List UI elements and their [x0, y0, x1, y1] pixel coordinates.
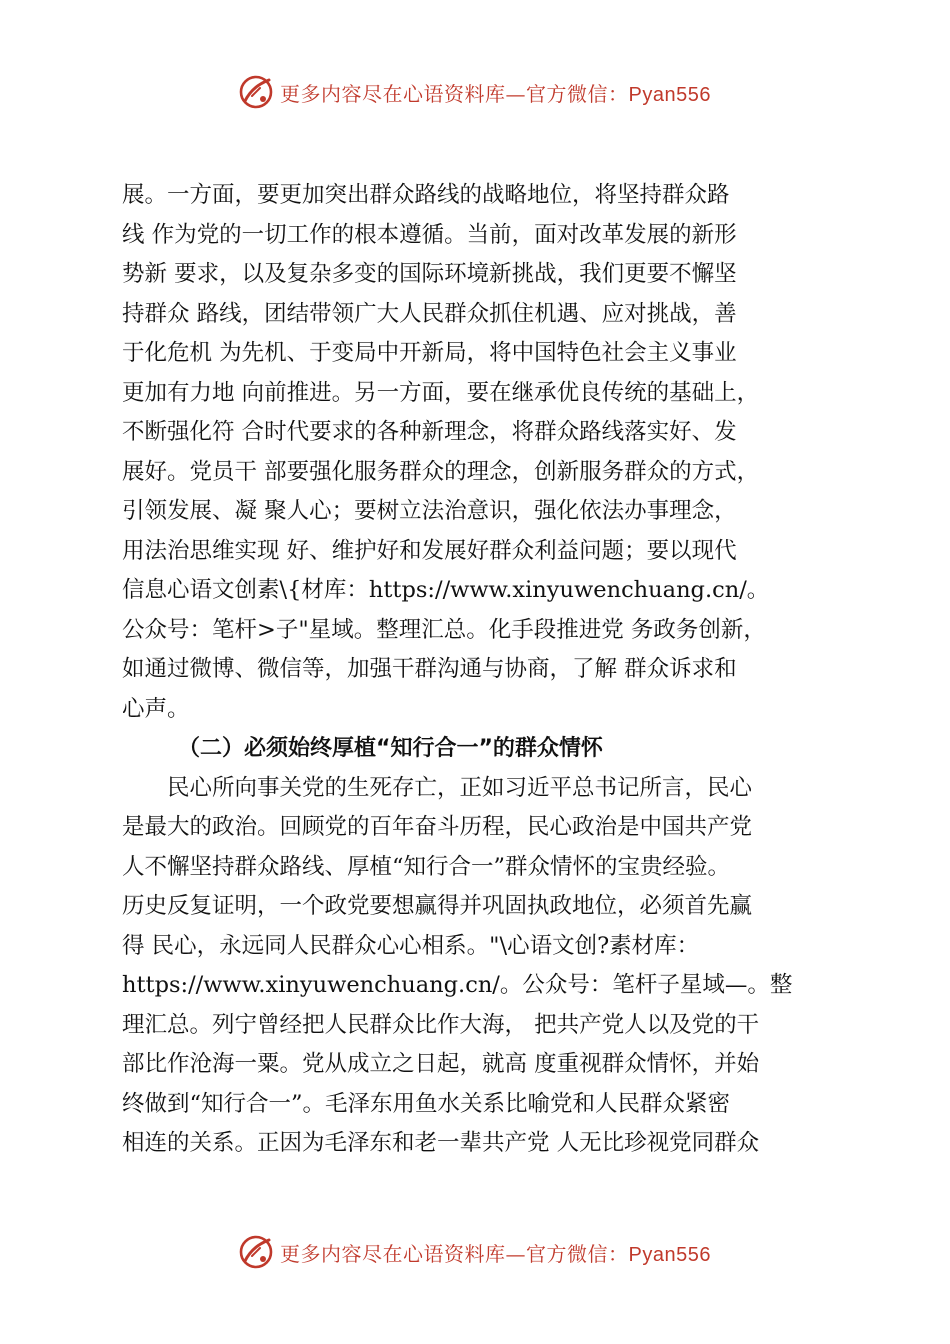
text-line: 势新 要求，以及复杂多变的国际环境新挑战，我们更要不懈坚	[122, 261, 737, 287]
text-line: 持群众 路线，团结带领广大人民群众抓住机遇、应对挑战，善	[122, 300, 737, 327]
brush-logo-icon	[238, 1234, 274, 1270]
text-line: 是最大的政治。回顾党的百年奋斗历程，民心政治是中国共产党	[122, 814, 753, 840]
text-line: 心声。	[122, 695, 190, 722]
banner-text: 更多内容尽在心语资料库—官方微信：Pyan556	[280, 81, 711, 106]
text-line: 展。一方面，要更加突出群众路线的战略地位，将坚持群众路	[122, 182, 730, 208]
text-line: 不断强化符 合时代要求的各种新理念，将群众路线落实好、发	[122, 419, 737, 445]
paragraph-2	[122, 769, 838, 1164]
text-line: 得 民心，永远同人民群众心心相系。"\心语文创?素材库：	[122, 932, 700, 959]
text-line: https://www.xinyuwenchuang.cn/。公众号：笔杆子星域—。整	[122, 972, 793, 998]
text-line: 信息心语文创素\{材库：https://www.xinyuwenchuang.cn/。	[122, 577, 770, 603]
text-line: 历史反复证明，一个政党要想赢得并巩固执政地位，必须首先赢	[122, 893, 753, 919]
text-line: 展好。党员干 部要强化服务群众的理念，创新服务群众的方式，	[122, 458, 760, 485]
text-line: 相连的关系。正因为毛泽东和老一辈共产党 人无比珍视党同群众	[122, 1130, 760, 1156]
header-watermark-banner	[238, 72, 758, 112]
text-line: 更加有力地 向前推进。另一方面，要在继承优良传统的基础上，	[122, 379, 760, 406]
document-body	[122, 176, 838, 1164]
footer-watermark-banner	[238, 1232, 758, 1272]
text-line: 部比作沧海一粟。党从成立之日起，就高 度重视群众情怀，并始	[122, 1051, 760, 1077]
banner-text: 更多内容尽在心语资料库—官方微信：Pyan556	[280, 1241, 711, 1266]
text-line: 如通过微博、微信等，加强干群沟通与协商，了解 群众诉求和	[122, 656, 737, 682]
brush-logo-icon	[238, 74, 274, 110]
text-line: 引领发展、凝 聚人心；要树立法治意识，强化依法办事理念，	[122, 498, 737, 524]
wechat-id: Pyan556	[628, 83, 711, 106]
text-line: 用法治思维实现 好、维护好和发展好群众利益问题；要以现代	[122, 537, 737, 564]
text-line: 理汇总。列宁曾经把人民群众比作大海， 把共产党人以及党的干	[122, 1011, 760, 1038]
text-line: 终做到“知行合一”。毛泽东用鱼水关系比喻党和人民群众紧密	[122, 1090, 731, 1117]
section-heading: （二）必须始终厚植“知行合一”的群众情怀	[178, 736, 603, 761]
text-line: 民心所向事关党的生死存亡，正如习近平总书记所言，民心	[167, 774, 753, 801]
text-line: 公众号：笔杆>子"星域。整理汇总。化手段推进党 务政务创新，	[122, 616, 766, 643]
wechat-id: Pyan556	[628, 1243, 711, 1266]
paragraph-1	[122, 176, 838, 729]
text-line: 于化危机 为先机、于变局中开新局，将中国特色社会主义事业	[122, 340, 737, 366]
text-line: 人不懈坚持群众路线、厚植“知行合一”群众情怀的宝贵经验。	[122, 853, 731, 880]
text-line: 线 作为党的一切工作的根本遵循。当前，面对改革发展的新形	[122, 221, 737, 248]
